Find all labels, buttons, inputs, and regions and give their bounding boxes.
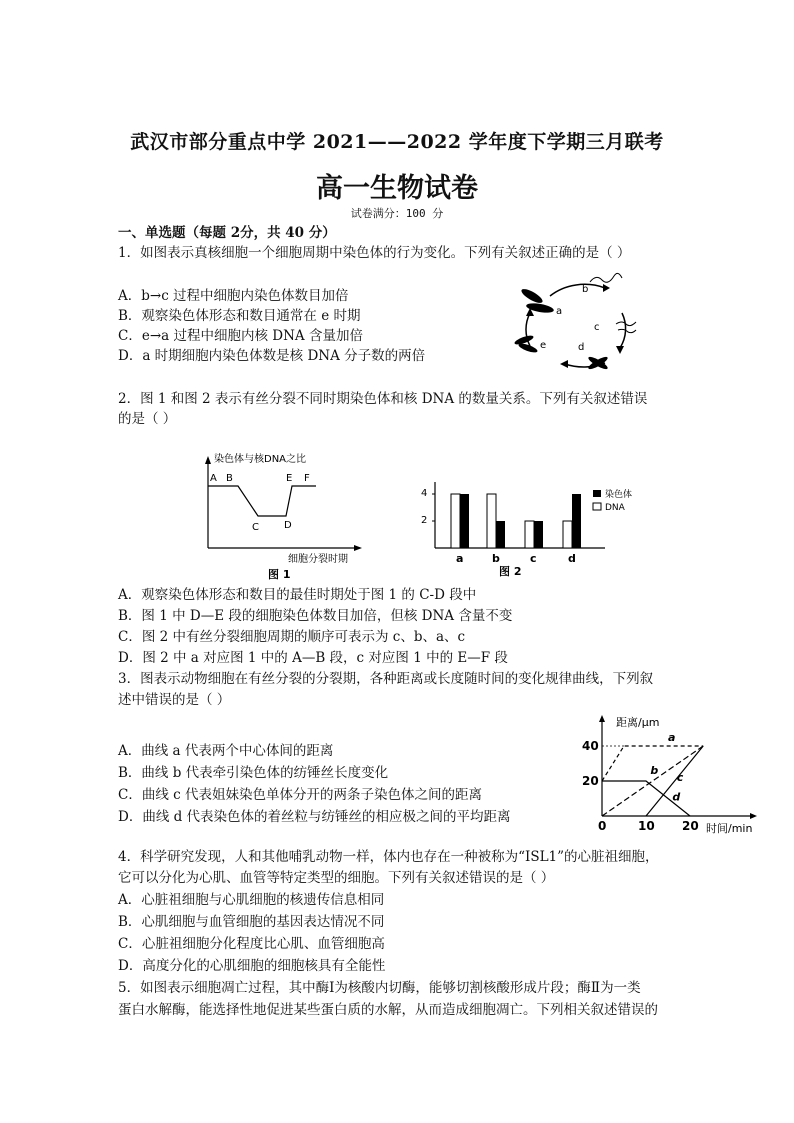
fig1-point-a: A	[210, 473, 217, 484]
cycle-arrow-top	[550, 284, 605, 296]
bar-dna-c	[525, 521, 534, 548]
q1-option-c: C．e→a 过程中细胞内核 DNA 含量加倍	[118, 328, 363, 344]
chromosome-e	[514, 334, 539, 354]
q3-stem-line1: 3．图表示动物细胞在有丝分裂的分裂期，各种距离或长度随时间的变化规律曲线，下列叙	[118, 671, 654, 687]
q5-stem-line2: 蛋白水解酶，能选择性地促进某些蛋白质的水解，从而造成细胞凋亡。下列相关叙述错误的	[118, 1002, 658, 1018]
label-b: b	[582, 284, 589, 295]
bar-chromosome-d	[572, 494, 581, 548]
q2-option-c: C．图 2 中有丝分裂细胞周期的顺序可表示为 c、b、a、c	[118, 629, 466, 645]
fig1-point-d: D	[284, 520, 292, 531]
q3-xtick-0: 0	[598, 819, 607, 833]
chromosome-d	[587, 355, 609, 371]
q3-xlabel: 时间/min	[706, 822, 753, 835]
q3-option-a: A．曲线 a 代表两个中心体间的距离	[118, 743, 334, 759]
q2-stem-line1: 2．图 1 和图 2 表示有丝分裂不同时期染色体和核 DNA 的数量关系。下列有关叙述错误	[118, 391, 648, 407]
q4-option-d: D．高度分化的心肌细胞的细胞核具有全能性	[118, 958, 386, 974]
bar-dna-d	[563, 521, 572, 548]
bar-dna-a	[451, 494, 460, 548]
q4-stem-line1: 4．科学研究发现，人和其他哺乳动物一样，体内也存在一种被称为“ISL1”的心脏祖细胞，	[118, 849, 659, 865]
legend-dna: DNA	[605, 503, 625, 513]
q3-ytick-20: 20	[582, 774, 599, 788]
q1-stem: 1．如图表示真核细胞一个细胞周期中染色体的行为变化。下列有关叙述正确的是（ ）	[118, 245, 631, 261]
q3-curve-label-d: d	[672, 790, 681, 804]
fig1-xlabel: 细胞分裂时期	[288, 554, 348, 565]
q3-ytick-40: 40	[582, 739, 599, 753]
q3-distance-chart	[578, 712, 774, 836]
q1-option-d: D．a 时期细胞内染色体数是核 DNA 分子数的两倍	[118, 348, 426, 364]
bar-chromosome-a	[460, 494, 469, 548]
q3-stem-line2: 述中错误的是（ ）	[118, 692, 231, 708]
exam-title: 武汉市部分重点中学 2021——2022 学年度下学期三月联考	[130, 131, 664, 153]
fig2-category-d: d	[568, 552, 576, 565]
bar-chromosome-c	[534, 521, 543, 548]
chromosome-a	[520, 287, 555, 315]
label-e: e	[540, 340, 547, 351]
bar-chromosome-b	[496, 521, 505, 548]
q3-curve-label-a: a	[668, 730, 676, 744]
q4-stem-line2: 它可以分化为心肌、血管等特定类型的细胞。下列有关叙述错误的是（ ）	[118, 870, 555, 886]
fig1-curve	[208, 486, 316, 516]
fig2-caption: 图 2	[499, 565, 522, 578]
section-title: 一、单选题（每题 2分，共 40 分）	[118, 225, 336, 241]
fig1-point-f: F	[304, 473, 310, 484]
q1-option-a: A．b→c 过程中细胞内染色体数目加倍	[118, 288, 349, 304]
q2-option-a: A．观察染色体形态和数目的最佳时期处于图 1 的 C-D 段中	[118, 587, 477, 603]
legend-swatch-chromosome	[593, 490, 601, 497]
fig2-category-b: b	[492, 552, 500, 565]
q2-figure1	[196, 450, 366, 580]
fig1-ylabel: 染色体与核DNA之比	[214, 454, 307, 465]
fig1-caption: 图 1	[268, 568, 291, 580]
q3-xtick-20: 20	[682, 819, 699, 833]
q4-option-a: A．心脏祖细胞与心肌细胞的核遗传信息相同	[118, 892, 385, 908]
legend-chromosome: 染色体	[605, 490, 633, 500]
q3-ylabel: 距离/μm	[616, 716, 660, 729]
q3-xtick-10: 10	[638, 819, 655, 833]
q4-option-c: C．心脏祖细胞分化程度比心肌、血管细胞高	[118, 936, 385, 952]
fig1-point-e: E	[286, 473, 293, 484]
chromosome-b	[590, 273, 622, 282]
bar-dna-b	[487, 494, 496, 548]
label-c: c	[594, 322, 600, 333]
q2-stem-line2: 的是（ ）	[118, 411, 177, 427]
q2-option-b: B．图 1 中 D—E 段的细胞染色体数目加倍，但核 DNA 含量不变	[118, 608, 513, 624]
fig1-point-c: C	[252, 522, 259, 533]
fig2-category-a: a	[456, 552, 464, 565]
fig2-category-c: c	[530, 552, 537, 565]
q4-option-b: B．心肌细胞与血管细胞的基因表达情况不同	[118, 914, 385, 930]
exam-score: 试卷满分：100 分	[350, 207, 444, 220]
q2-option-d: D．图 2 中 a 对应图 1 中的 A—B 段，c 对应图 1 中的 E—F 段	[118, 650, 508, 666]
q2-figure2	[415, 478, 655, 580]
label-d: d	[578, 342, 585, 353]
fig1-point-b: B	[226, 473, 233, 484]
q3-curve-label-c: c	[676, 771, 684, 784]
fig2-ytick-4: 4	[421, 488, 428, 499]
q3-curve-label-b: b	[650, 764, 659, 777]
label-a: a	[556, 306, 563, 317]
q3-option-c: C．曲线 c 代表姐妹染色单体分开的两条子染色体之间的距离	[118, 787, 482, 803]
q1-cell-cycle-figure	[510, 268, 650, 378]
q3-option-b: B．曲线 b 代表牵引染色体的纺锤丝长度变化	[118, 765, 389, 781]
q5-stem-line1: 5．如图表示细胞凋亡过程，其中酶Ⅰ为核酸内切酶，能够切割核酸形成片段；酶Ⅱ为一类	[118, 980, 641, 996]
cycle-arrow-right	[620, 313, 626, 348]
q3-option-d: D．曲线 d 代表染色体的着丝粒与纺锤丝的相应极之间的平均距离	[118, 809, 511, 825]
legend-swatch-dna	[593, 503, 601, 510]
q1-option-b: B．观察染色体形态和数目通常在 e 时期	[118, 308, 361, 324]
exam-subtitle: 高一生物试卷	[316, 173, 478, 204]
fig2-ytick-2: 2	[421, 515, 428, 526]
